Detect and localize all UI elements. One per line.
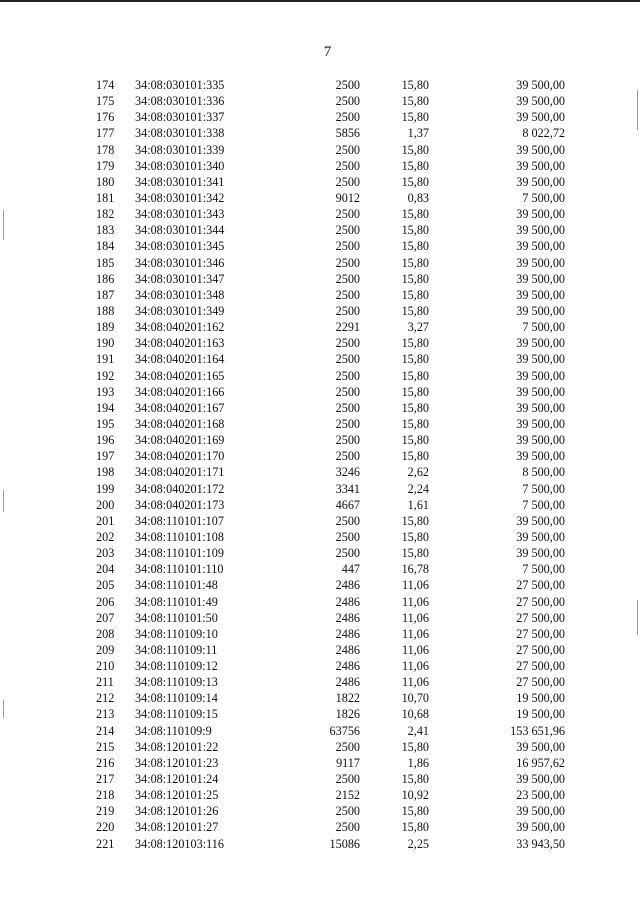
table-row (0, 255, 640, 271)
row-number: 217 (96, 772, 115, 787)
table-row (0, 787, 640, 803)
cadastral-number: 34:08:110101:109 (135, 546, 224, 561)
rate-value: 15,80 (401, 368, 429, 383)
cadastral-number: 34:08:040201:171 (135, 465, 225, 480)
table-row (0, 545, 640, 561)
cadastral-number: 34:08:030101:344 (135, 223, 225, 238)
table-row (0, 206, 640, 222)
amount-value: 39 500,00 (516, 110, 565, 125)
land-plots-table (0, 77, 640, 852)
rate-value: 15,80 (401, 207, 429, 222)
rate-value: 15,80 (401, 239, 429, 254)
amount-value: 39 500,00 (516, 546, 565, 561)
amount-value: 39 500,00 (516, 94, 565, 109)
row-number: 188 (96, 303, 115, 318)
row-number: 221 (96, 836, 115, 851)
cadastral-number: 34:08:040201:173 (135, 497, 225, 512)
amount-value: 39 500,00 (516, 400, 565, 415)
row-number: 206 (96, 594, 115, 609)
table-row (0, 642, 640, 658)
plot-area: 2500 (335, 78, 360, 92)
cadastral-number: 34:08:040201:162 (135, 320, 225, 335)
rate-value: 15,80 (401, 772, 429, 787)
rate-value: 15,80 (401, 287, 429, 302)
plot-area: 2486 (335, 626, 360, 641)
amount-value: 27 500,00 (516, 642, 565, 657)
row-number: 218 (96, 788, 115, 803)
cadastral-number: 34:08:040201:163 (135, 336, 225, 351)
plot-area: 2500 (335, 820, 360, 835)
amount-value: 7 500,00 (522, 481, 565, 496)
plot-area: 63756 (329, 723, 360, 738)
plot-area: 2500 (335, 287, 360, 302)
amount-value: 8 500,00 (522, 465, 565, 480)
table-row (0, 513, 640, 529)
amount-value: 33 943,50 (516, 836, 565, 851)
cadastral-number: 34:08:110109:10 (135, 626, 218, 641)
plot-area: 2500 (335, 255, 360, 270)
cadastral-number: 34:08:110109:15 (135, 707, 218, 722)
row-number: 219 (96, 804, 115, 819)
amount-value: 39 500,00 (516, 78, 565, 92)
rate-value: 15,80 (401, 142, 429, 157)
row-number: 211 (96, 675, 114, 690)
table-row (0, 836, 640, 852)
cadastral-number: 34:08:110109:14 (135, 691, 218, 706)
amount-value: 7 500,00 (522, 320, 565, 335)
table-row (0, 432, 640, 448)
rate-value: 11,06 (402, 578, 429, 593)
table-row (0, 448, 640, 464)
table-row (0, 594, 640, 610)
plot-area: 2500 (335, 158, 360, 173)
row-number: 220 (96, 820, 115, 835)
rate-value: 15,80 (401, 94, 429, 109)
amount-value: 39 500,00 (516, 529, 565, 544)
plot-area: 4667 (335, 497, 360, 512)
rate-value: 1,86 (407, 755, 429, 770)
plot-area: 2500 (335, 223, 360, 238)
row-number: 209 (96, 642, 115, 657)
amount-value: 27 500,00 (516, 610, 565, 625)
plot-area: 2500 (335, 352, 360, 367)
cadastral-number: 34:08:040201:164 (135, 352, 225, 367)
row-number: 193 (96, 384, 115, 399)
row-number: 207 (96, 610, 115, 625)
amount-value: 27 500,00 (516, 675, 565, 690)
cadastral-number: 34:08:110101:48 (135, 578, 218, 593)
page-number: 7 (323, 44, 332, 60)
amount-value: 23 500,00 (516, 788, 565, 803)
row-number: 187 (96, 287, 115, 302)
row-number: 210 (96, 659, 115, 674)
table-row (0, 739, 640, 755)
row-number: 208 (96, 626, 115, 641)
table-row (0, 335, 640, 351)
plot-area: 2500 (335, 772, 360, 787)
cadastral-number: 34:08:110109:9 (135, 723, 212, 738)
amount-value: 39 500,00 (516, 449, 565, 464)
rate-value: 15,80 (401, 513, 429, 528)
amount-value: 39 500,00 (516, 513, 565, 528)
plot-area: 2486 (335, 675, 360, 690)
rate-value: 15,80 (401, 400, 429, 415)
row-number: 195 (96, 416, 115, 431)
plot-area: 2486 (335, 578, 360, 593)
amount-value: 39 500,00 (516, 207, 565, 222)
table-row (0, 190, 640, 206)
cadastral-number: 34:08:040201:172 (135, 481, 225, 496)
cadastral-number: 34:08:030101:335 (135, 78, 225, 92)
table-row (0, 706, 640, 722)
row-number: 200 (96, 497, 115, 512)
table-row (0, 93, 640, 109)
table-row (0, 109, 640, 125)
row-number: 177 (96, 126, 115, 141)
cadastral-number: 34:08:120101:24 (135, 772, 219, 787)
cadastral-number: 34:08:120101:26 (135, 804, 219, 819)
amount-value: 7 500,00 (522, 562, 565, 577)
cadastral-number: 34:08:030101:338 (135, 126, 225, 141)
cadastral-number: 34:08:040201:169 (135, 433, 225, 448)
amount-value: 39 500,00 (516, 239, 565, 254)
plot-area: 2500 (335, 804, 360, 819)
plot-area: 2486 (335, 642, 360, 657)
table-row (0, 125, 640, 141)
plot-area: 2500 (335, 739, 360, 754)
row-number: 202 (96, 529, 115, 544)
row-number: 183 (96, 223, 115, 238)
rate-value: 15,80 (401, 416, 429, 431)
amount-value: 39 500,00 (516, 352, 565, 367)
plot-area: 2500 (335, 368, 360, 383)
plot-area: 2500 (335, 433, 360, 448)
plot-area: 3246 (335, 465, 360, 480)
amount-value: 7 500,00 (522, 190, 565, 205)
rate-value: 15,80 (401, 820, 429, 835)
cadastral-number: 34:08:040201:170 (135, 449, 225, 464)
amount-value: 39 500,00 (516, 804, 565, 819)
row-number: 198 (96, 465, 115, 480)
plot-area: 2291 (335, 320, 360, 335)
amount-value: 39 500,00 (516, 303, 565, 318)
row-number: 181 (96, 190, 115, 205)
rate-value: 15,80 (401, 804, 429, 819)
row-number: 185 (96, 255, 115, 270)
row-number: 191 (96, 352, 115, 367)
table-row (0, 222, 640, 238)
rate-value: 15,80 (401, 78, 429, 92)
plot-area: 5856 (335, 126, 360, 141)
plot-area: 2500 (335, 449, 360, 464)
table-row (0, 238, 640, 254)
table-row (0, 529, 640, 545)
table-row (0, 690, 640, 706)
row-number: 214 (96, 723, 115, 738)
plot-area: 2500 (335, 336, 360, 351)
table-row (0, 723, 640, 739)
row-number: 215 (96, 739, 115, 754)
amount-value: 8 022,72 (522, 126, 565, 141)
row-number: 192 (96, 368, 115, 383)
cadastral-number: 34:08:110101:107 (135, 513, 224, 528)
plot-area: 2500 (335, 546, 360, 561)
rate-value: 2,41 (407, 723, 429, 738)
amount-value: 27 500,00 (516, 578, 565, 593)
cadastral-number: 34:08:110109:12 (135, 659, 218, 674)
amount-value: 39 500,00 (516, 820, 565, 835)
plot-area: 3341 (335, 481, 360, 496)
rate-value: 15,80 (401, 303, 429, 318)
row-number: 213 (96, 707, 115, 722)
row-number: 176 (96, 110, 115, 125)
rate-value: 1,37 (407, 126, 429, 141)
plot-area: 1826 (335, 707, 360, 722)
cadastral-number: 34:08:110101:110 (135, 562, 224, 577)
table-row (0, 351, 640, 367)
plot-area: 15086 (329, 836, 360, 851)
rate-value: 15,80 (401, 546, 429, 561)
cadastral-number: 34:08:040201:165 (135, 368, 225, 383)
plot-area: 2500 (335, 207, 360, 222)
rate-value: 15,80 (401, 433, 429, 448)
table-row (0, 755, 640, 771)
rate-value: 2,62 (407, 465, 429, 480)
table-row (0, 464, 640, 480)
plot-area: 2500 (335, 94, 360, 109)
plot-area: 2500 (335, 416, 360, 431)
plot-area: 2500 (335, 513, 360, 528)
cadastral-number: 34:08:120103:116 (135, 836, 224, 851)
cadastral-number: 34:08:040201:168 (135, 416, 225, 431)
table-row (0, 174, 640, 190)
table-row (0, 561, 640, 577)
cadastral-number: 34:08:030101:347 (135, 271, 225, 286)
plot-area: 9117 (336, 755, 360, 770)
rate-value: 2,25 (407, 836, 429, 851)
rate-value: 15,80 (401, 739, 429, 754)
table-row (0, 400, 640, 416)
plot-area: 1822 (335, 691, 360, 706)
row-number: 175 (96, 94, 115, 109)
row-number: 190 (96, 336, 115, 351)
cadastral-number: 34:08:110101:108 (135, 529, 224, 544)
rate-value: 3,27 (407, 320, 429, 335)
row-number: 180 (96, 174, 115, 189)
rate-value: 1,61 (407, 497, 429, 512)
cadastral-number: 34:08:030101:348 (135, 287, 225, 302)
amount-value: 27 500,00 (516, 594, 565, 609)
table-row (0, 658, 640, 674)
row-number: 179 (96, 158, 115, 173)
cadastral-number: 34:08:040201:167 (135, 400, 225, 415)
table-row (0, 819, 640, 835)
table-row (0, 577, 640, 593)
amount-value: 27 500,00 (516, 659, 565, 674)
rate-value: 2,24 (407, 481, 429, 496)
amount-value: 39 500,00 (516, 739, 565, 754)
plot-area: 2500 (335, 142, 360, 157)
table-row (0, 158, 640, 174)
cadastral-number: 34:08:030101:337 (135, 110, 225, 125)
cadastral-number: 34:08:030101:349 (135, 303, 225, 318)
plot-area: 2486 (335, 594, 360, 609)
plot-area: 2500 (335, 271, 360, 286)
amount-value: 39 500,00 (516, 223, 565, 238)
row-number: 178 (96, 142, 115, 157)
plot-area: 2500 (335, 529, 360, 544)
table-row (0, 303, 640, 319)
cadastral-number: 34:08:110109:13 (135, 675, 218, 690)
cadastral-number: 34:08:120101:25 (135, 788, 219, 803)
cadastral-number: 34:08:030101:343 (135, 207, 225, 222)
table-row (0, 497, 640, 513)
cadastral-number: 34:08:120101:22 (135, 739, 219, 754)
amount-value: 39 500,00 (516, 158, 565, 173)
table-row (0, 368, 640, 384)
row-number: 194 (96, 400, 115, 415)
row-number: 201 (96, 513, 115, 528)
row-number: 204 (96, 562, 115, 577)
row-number: 182 (96, 207, 115, 222)
table-row (0, 803, 640, 819)
amount-value: 19 500,00 (516, 707, 565, 722)
cadastral-number: 34:08:030101:336 (135, 94, 225, 109)
amount-value: 39 500,00 (516, 772, 565, 787)
amount-value: 39 500,00 (516, 336, 565, 351)
rate-value: 10,68 (401, 707, 429, 722)
table-row (0, 319, 640, 335)
row-number: 199 (96, 481, 115, 496)
amount-value: 39 500,00 (516, 368, 565, 383)
cadastral-number: 34:08:110101:49 (135, 594, 218, 609)
table-row (0, 271, 640, 287)
page-top-edge (0, 0, 640, 2)
table-row (0, 610, 640, 626)
amount-value: 39 500,00 (516, 287, 565, 302)
amount-value: 7 500,00 (522, 497, 565, 512)
amount-value: 16 957,62 (516, 755, 565, 770)
plot-area: 2152 (335, 788, 360, 803)
row-number: 184 (96, 239, 115, 254)
amount-value: 39 500,00 (516, 433, 565, 448)
plot-area: 2500 (335, 400, 360, 415)
cadastral-number: 34:08:030101:339 (135, 142, 225, 157)
table-row (0, 626, 640, 642)
row-number: 196 (96, 433, 115, 448)
rate-value: 11,06 (402, 642, 429, 657)
cadastral-number: 34:08:030101:340 (135, 158, 225, 173)
amount-value: 39 500,00 (516, 416, 565, 431)
rate-value: 15,80 (401, 449, 429, 464)
rate-value: 16,78 (401, 562, 429, 577)
plot-area: 2500 (335, 110, 360, 125)
plot-area: 447 (341, 562, 360, 577)
cadastral-number: 34:08:110109:11 (135, 642, 218, 657)
amount-value: 153 651,96 (510, 723, 565, 738)
table-row (0, 384, 640, 400)
rate-value: 10,92 (401, 788, 429, 803)
cadastral-number: 34:08:120101:23 (135, 755, 219, 770)
plot-area: 2486 (335, 659, 360, 674)
rate-value: 11,06 (402, 594, 429, 609)
amount-value: 19 500,00 (516, 691, 565, 706)
rate-value: 15,80 (401, 110, 429, 125)
rate-value: 15,80 (401, 352, 429, 367)
rate-value: 15,80 (401, 336, 429, 351)
rate-value: 11,06 (402, 610, 429, 625)
amount-value: 27 500,00 (516, 626, 565, 641)
amount-value: 39 500,00 (516, 142, 565, 157)
cadastral-number: 34:08:030101:346 (135, 255, 225, 270)
rate-value: 15,80 (401, 174, 429, 189)
table-row (0, 287, 640, 303)
row-number: 197 (96, 449, 115, 464)
cadastral-number: 34:08:030101:341 (135, 174, 225, 189)
row-number: 189 (96, 320, 115, 335)
row-number: 203 (96, 546, 115, 561)
cadastral-number: 34:08:120101:27 (135, 820, 219, 835)
table-row (0, 77, 640, 93)
cadastral-number: 34:08:110101:50 (135, 610, 218, 625)
cadastral-number: 34:08:030101:342 (135, 190, 225, 205)
table-row (0, 674, 640, 690)
plot-area: 9012 (335, 190, 360, 205)
row-number: 174 (96, 78, 115, 92)
rate-value: 15,80 (401, 255, 429, 270)
rate-value: 11,06 (402, 675, 429, 690)
plot-area: 2500 (335, 303, 360, 318)
amount-value: 39 500,00 (516, 271, 565, 286)
amount-value: 39 500,00 (516, 255, 565, 270)
amount-value: 39 500,00 (516, 174, 565, 189)
rate-value: 0,83 (407, 190, 429, 205)
rate-value: 15,80 (401, 384, 429, 399)
rate-value: 15,80 (401, 271, 429, 286)
rate-value: 15,80 (401, 223, 429, 238)
table-row (0, 481, 640, 497)
amount-value: 39 500,00 (516, 384, 565, 399)
rate-value: 15,80 (401, 529, 429, 544)
table-row (0, 771, 640, 787)
row-number: 216 (96, 755, 115, 770)
table-row (0, 416, 640, 432)
rate-value: 11,06 (402, 626, 429, 641)
cadastral-number: 34:08:030101:345 (135, 239, 225, 254)
row-number: 205 (96, 578, 115, 593)
plot-area: 2486 (335, 610, 360, 625)
cadastral-number: 34:08:040201:166 (135, 384, 225, 399)
plot-area: 2500 (335, 384, 360, 399)
rate-value: 15,80 (401, 158, 429, 173)
rate-value: 10,70 (401, 691, 429, 706)
row-number: 186 (96, 271, 115, 286)
table-row (0, 142, 640, 158)
rate-value: 11,06 (402, 659, 429, 674)
row-number: 212 (96, 691, 115, 706)
plot-area: 2500 (335, 239, 360, 254)
plot-area: 2500 (335, 174, 360, 189)
